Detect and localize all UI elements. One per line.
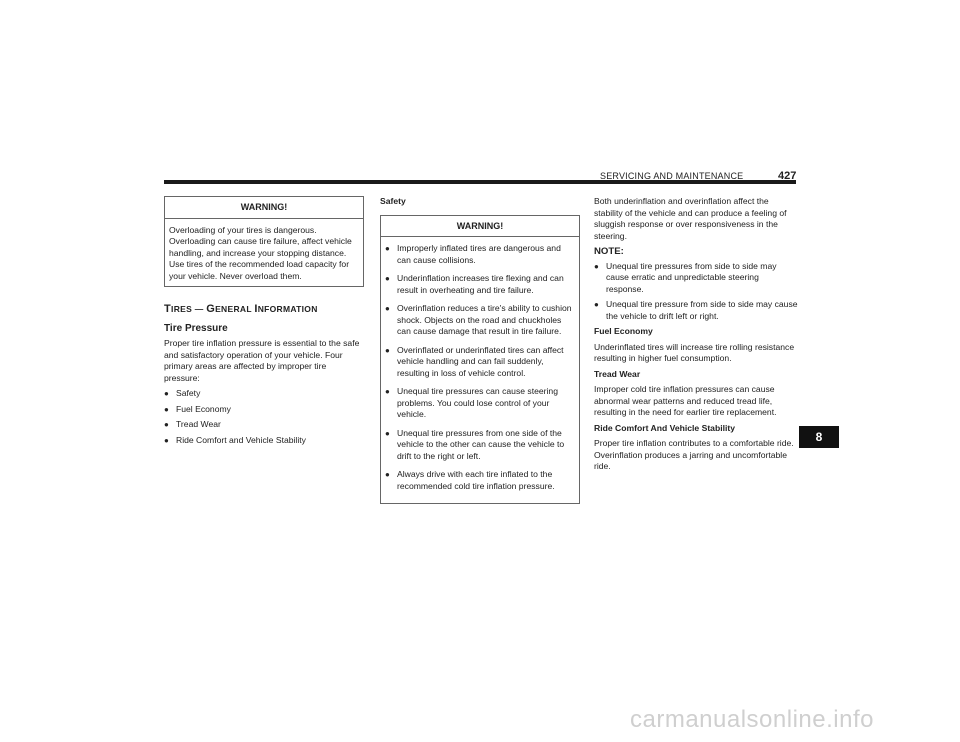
- column-middle: [380, 196, 580, 504]
- fuel-economy-label: Fuel Economy: [594, 326, 653, 336]
- ride-comfort-label: Ride Comfort And Vehicle Stability: [594, 422, 736, 433]
- bullet-icon: ●: [164, 435, 169, 445]
- bullet-icon: ●: [385, 345, 390, 355]
- warning-body: [381, 237, 579, 503]
- bullet-icon: ●: [164, 420, 169, 429]
- list-item: ● Safety: [164, 388, 201, 398]
- watermark: carmanualsonline.info: [630, 706, 874, 733]
- warning-box-overloading: [164, 196, 364, 287]
- running-header: SERVICING AND MAINTENANCE: [600, 171, 744, 181]
- list-item: ● Unequal tire pressures from one side of the vehicle to the other can cause the vehicle to drift to the right or left.: [385, 427, 565, 461]
- list-item: ● Fuel Economy: [164, 403, 231, 414]
- section-title: [164, 304, 364, 316]
- safety-label: Safety: [380, 196, 406, 206]
- column-right: [594, 196, 798, 477]
- tread-wear-label: Tread Wear: [594, 368, 641, 379]
- subsection-title: Tire Pressure: [164, 322, 228, 334]
- list-item: ● Overinflated or underinflated tires can affect vehicle handling and can fail suddenly, resulting in loss of vehicle control.: [385, 344, 564, 378]
- section-title-cap-3: I: [254, 303, 258, 315]
- bullet-icon: ●: [385, 274, 390, 283]
- warning-body: [165, 219, 363, 287]
- bullet-icon: ●: [385, 304, 390, 313]
- section-title-cap-2: G: [206, 303, 216, 315]
- list-item: ● Unequal tire pressure from side to side may cause the vehicle to drift left or right.: [594, 299, 798, 321]
- list-item: ● Always drive with each tire inflated to the recommended cold tire inflation pressure.: [385, 469, 555, 491]
- section-title-part-1: IRES —: [171, 304, 207, 314]
- fuel-economy-text: Underinflated tires will increase tire rolling resistance resulting in higher fuel consumption.: [594, 341, 795, 363]
- note-label: NOTE:: [594, 246, 624, 257]
- list-item: ● Improperly inflated tires are dangerous and can cause collisions.: [385, 243, 561, 265]
- warning-text: Overloading of your tires is dangerous. Overloading can cause tire failure, affect vehicle handling, and increase your stopping distance. Use tires of the recommended load capacity for your vehicle. Never overload them.: [169, 224, 352, 281]
- section-title-cap-1: T: [164, 303, 172, 315]
- ride-comfort-text: Proper tire inflation contributes to a comfortable ride. Overinflation produces a jarring and uncomfortable ride.: [594, 438, 794, 471]
- bullet-icon: ●: [164, 404, 169, 414]
- tread-wear-text: Improper cold tire inflation pressures can cause abnormal wear patterns and reduced tread life, resulting in the need for earlier tire replacement.: [594, 384, 777, 417]
- bullet-icon: ●: [385, 470, 390, 479]
- list-item: ● Unequal tire pressures can cause steering problems. You could lose control of your vehicle.: [385, 386, 558, 419]
- bullet-icon: ●: [594, 300, 599, 309]
- bullet-icon: ●: [594, 261, 599, 271]
- warning-title: WARNING!: [381, 216, 579, 238]
- column-left: [164, 196, 364, 450]
- bullet-icon: ●: [385, 244, 390, 253]
- bullet-icon: ●: [385, 387, 390, 396]
- chapter-tab: 8: [799, 426, 839, 448]
- section-title-part-3: NFORMATION: [257, 304, 318, 314]
- list-item: ● Tread Wear: [164, 419, 221, 429]
- warning-box-safety: [380, 215, 580, 505]
- warning-list: [385, 243, 575, 492]
- list-item: ● Underinflation increases tire flexing and can result in overheating and tire failure.: [385, 273, 564, 295]
- note-list: [594, 261, 798, 323]
- page-number: 427: [778, 170, 797, 182]
- warning-title: WARNING!: [165, 197, 363, 219]
- intro-paragraph: Proper tire inflation pressure is essential to the safe and satisfactory operation of your vehicle. Four primary areas are affected by improper tire pressure:: [164, 338, 360, 383]
- list-item: ● Overinflation reduces a tire's ability to cushion shock. Objects on the road and chuckholes can cause damage that result in tire failure.: [385, 303, 572, 336]
- bullet-icon: ●: [385, 428, 390, 438]
- affected-areas-list: [164, 388, 364, 446]
- section-title-part-2: ENERAL: [215, 304, 255, 314]
- list-item: ● Ride Comfort and Vehicle Stability: [164, 434, 306, 445]
- bullet-icon: ●: [164, 389, 169, 398]
- stability-paragraph: Both underinflation and overinflation affect the stability of the vehicle and can produce a feeling of sluggish response or over responsiveness in the steering.: [594, 196, 787, 241]
- list-item: ● Unequal tire pressures from side to side may cause erratic and unpredictable steering response.: [594, 260, 777, 294]
